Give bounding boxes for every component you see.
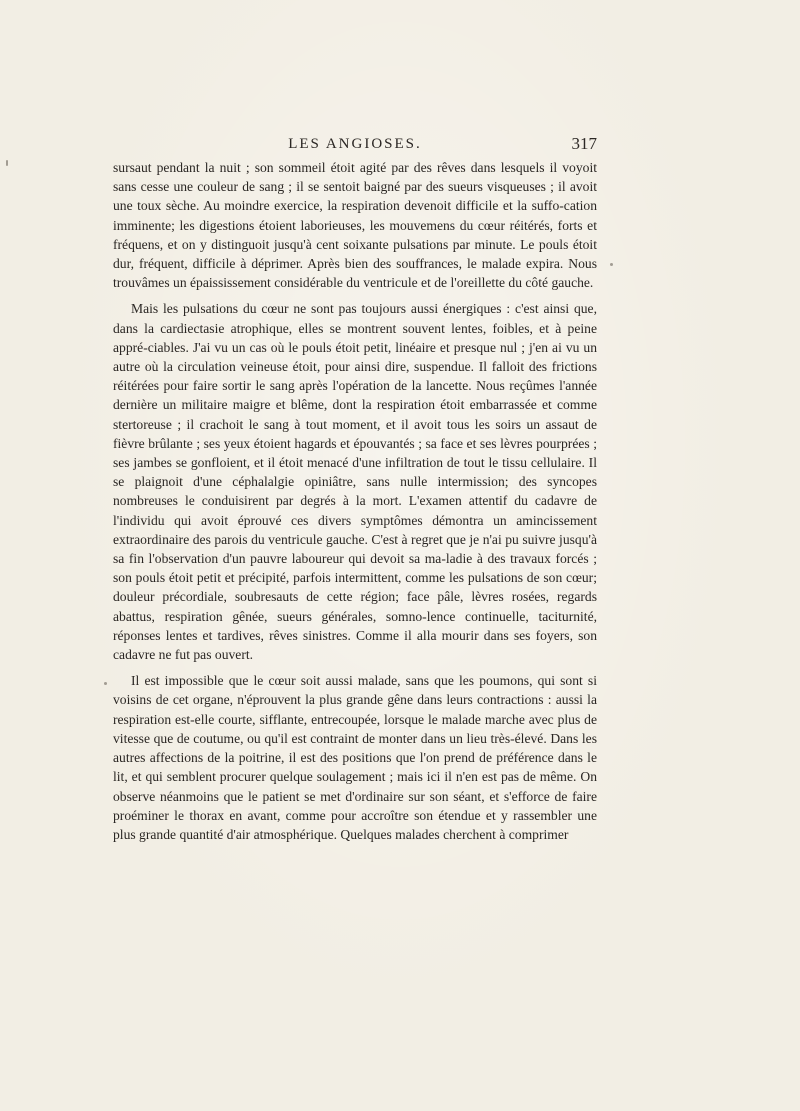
paragraph-pulsations: Mais les pulsations du cœur ne sont pas toujours aussi énergiques : c'est ainsi que, dans la cardiectasie atrophique, elles se montrent souvent lentes, foibles, et à peine appré-ciables. J'ai vu un cas où le pouls étoit petit, linéaire et presque nul ; j'en ai vu un autre où la circulation veineuse étoit, pour ainsi dire, suspendue. Il falloit des frictions réitérées pour faire sortir le sang après l'opération de la lancette. Nous reçûmes l'année dernière un militaire maigre et blême, dont la respiration étoit embarrassée et comme stertoreuse ; il crachoit le sang à tout moment, et il avoit tous les soirs un assaut de fièvre brûlante ; ses yeux étoient hagards et épouvantés ; sa face et ses lèvres pourprées ; ses jambes se gonfloient, et il étoit menacé d'une infiltration de tout le tissu cellulaire. Il se plaignoit d'une céphalalgie opiniâtre, sans nulle intermission; des syncopes nombreuses le conduisirent par degrés à la mort. L'examen attentif du cadavre de l'individu qui avoit éprouvé ces divers symptômes démontra un amincissement extraordinaire des parois du ventricule gauche. C'est à regret que je n'ai pu suivre jusqu'à sa fin l'observation d'un pauvre laboureur qui devoit sa ma-ladie à des travaux forcés ; son pouls étoit petit et précipité, parfois intermittent, comme les pulsations de son cœur; douleur précordiale, soubresauts de cette région; face pâle, lèvres rosées, regards abattus, respiration gênée, sueurs générales, somno-lence continuelle, taciturnité, réponses lentes et tardives, rêves sinistres. Comme il alla mourir dans ses foyers, son cadavre ne fut pas ouvert.	[113, 301, 597, 663]
paper-speck	[104, 682, 107, 685]
page-number: 317	[571, 134, 597, 153]
paper-speck	[610, 263, 613, 266]
page-header	[113, 134, 597, 156]
paragraph-continued: sursaut pendant la nuit ; son sommeil étoit agité par des rêves dans lesquels il voyoit sans cesse une couleur de sang ; il se sentoit baigné par des sueurs visqueuses ; il avoit une toux sèche. Au moindre exercice, la respiration devenoit difficile et la suffo-cation imminente; les digestions étoient laborieuses, les mouvemens du cœur réitérés, forts et fréquens, et on y distinguoit jusqu'à cent soixante pulsations par minute. Le pouls étoit dur, fréquent, difficile à déprimer. Après bien des souffrances, le malade expira. Nous trouvâmes un épaississement considérable du ventricule et de l'oreillette du côté gauche.	[113, 160, 597, 291]
paragraph-respiration: Il est impossible que le cœur soit aussi malade, sans que les poumons, qui sont si voisins de cet organe, n'éprouvent la plus grande gêne dans leurs contractions : aussi la respiration est-elle courte, sifflante, entrecoupée, lorsque le malade marche avec plus de vitesse que de coutume, ou qu'il est contraint de monter dans un lieu très-élevé. Dans les autres affections de la poitrine, il est des positions que l'on prend de préférence dans le lit, et qui semblent procurer quelque soulagement ; mais ici il n'en est pas de même. On observe néanmoins que le patient se met d'ordinaire sur son séant, et s'efforce de faire proéminer le thorax en avant, comme pour accroître son étendue et y rassembler une plus grande quantité d'air atmosphérique. Quelques malades cherchent à comprimer	[113, 673, 597, 842]
paper-speck	[6, 160, 8, 166]
running-head: LES ANGIOSES.	[288, 136, 422, 152]
body-text	[113, 158, 597, 844]
